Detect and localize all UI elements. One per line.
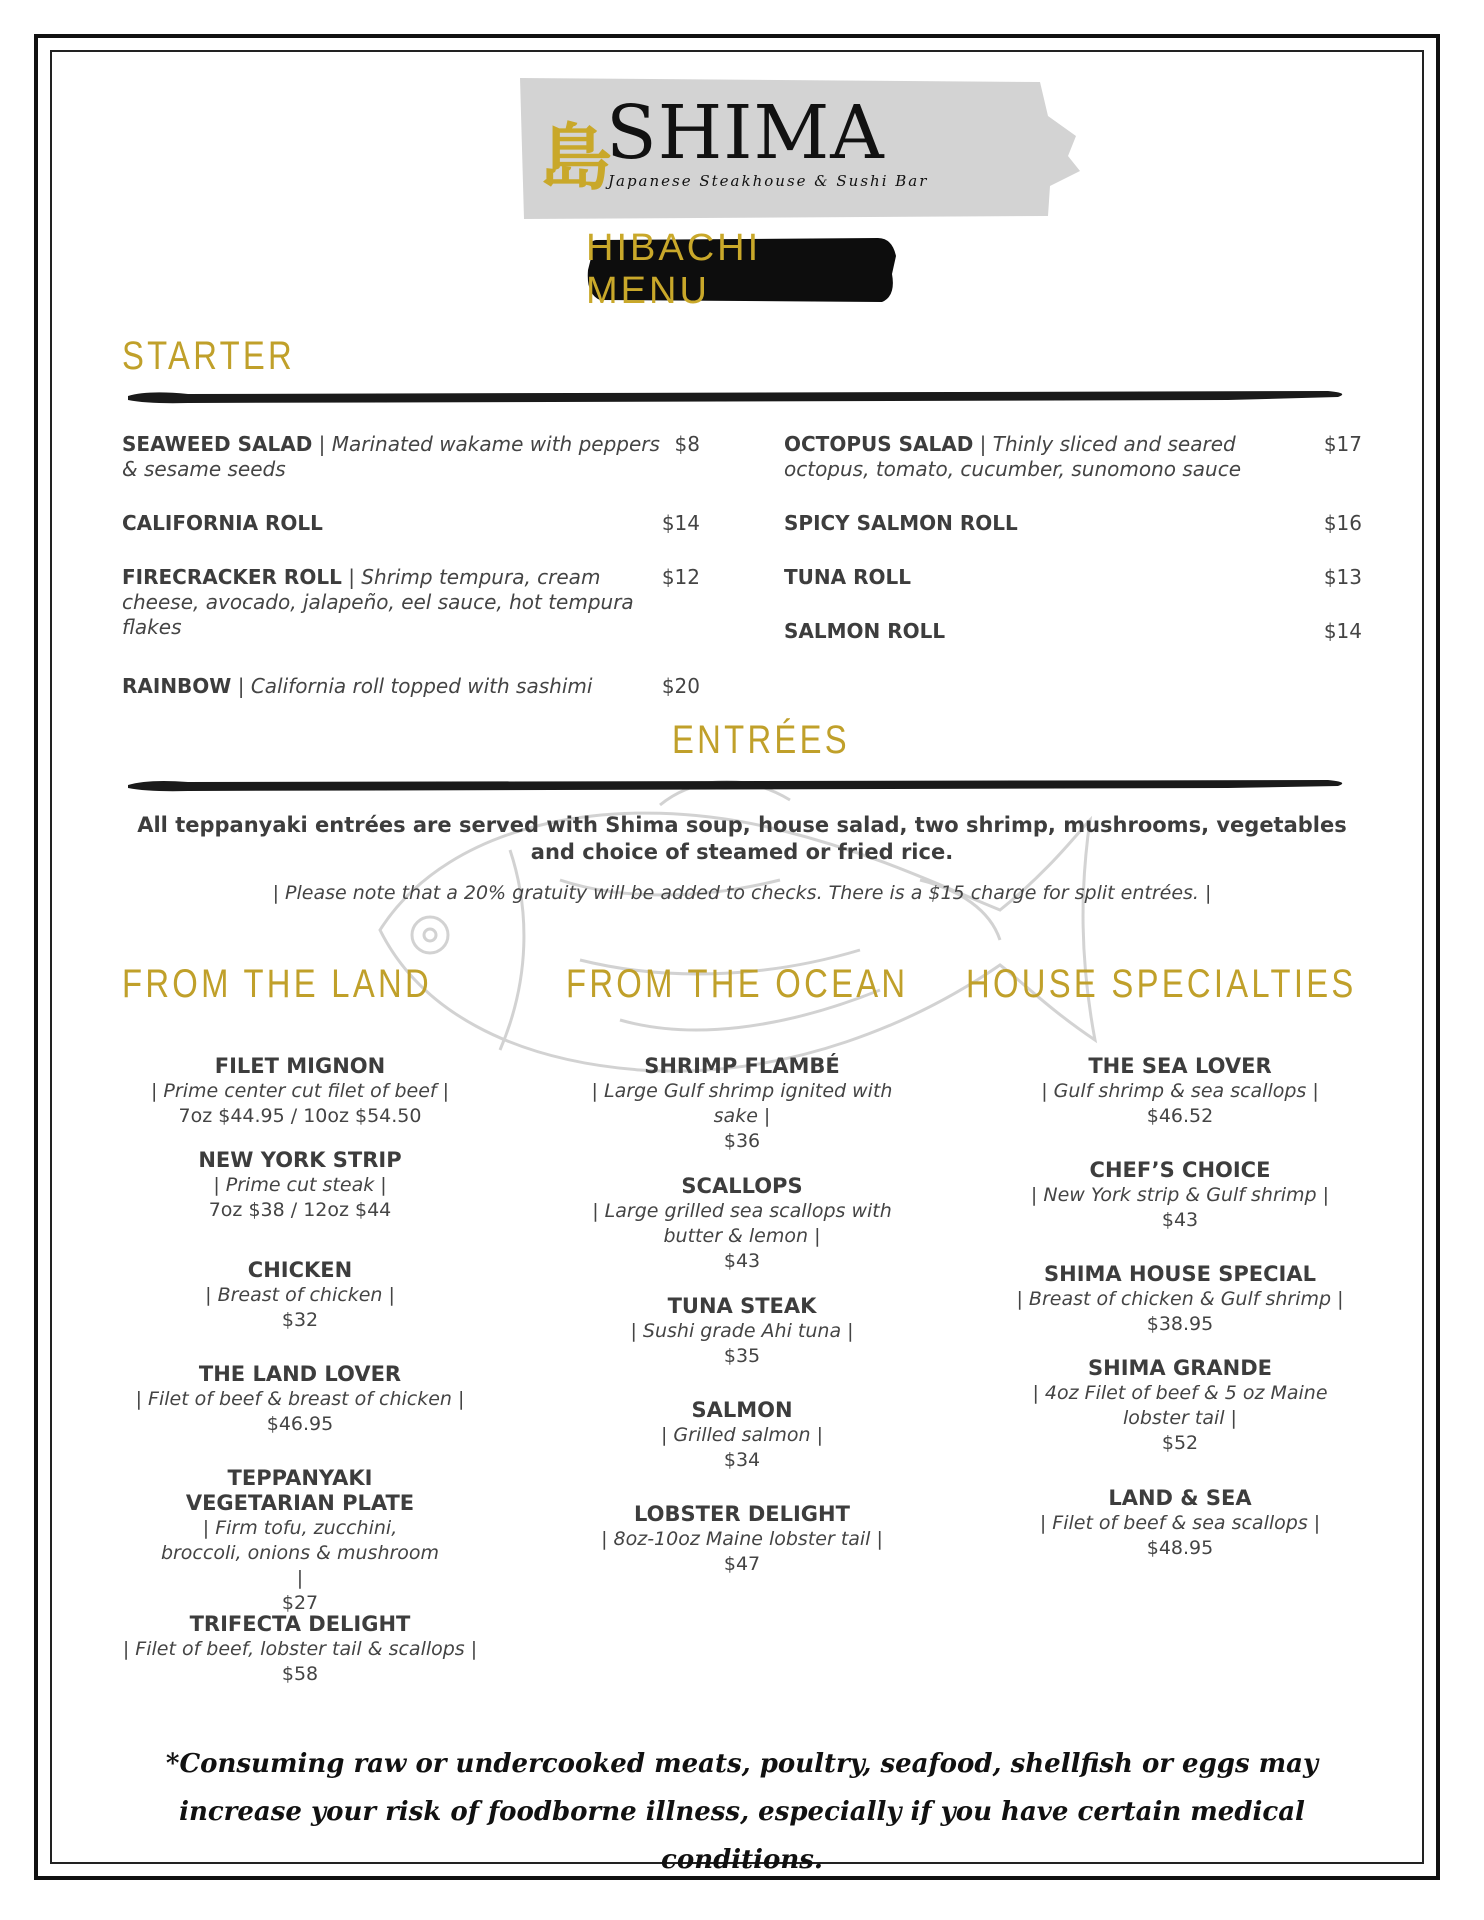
health-disclaimer: *Consuming raw or undercooked meats, poultry, seafood, shellfish or eggs may increase your risk of foodborne illness, especially if you have certain medical conditions.: [165, 1749, 1319, 1875]
price: $8: [674, 432, 700, 456]
land-item: FILET MIGNON | Prime center cut filet of beef | 7oz $44.95 / 10oz $54.50: [150, 1054, 450, 1127]
ocean-item: LOBSTER DELIGHT | 8oz-10oz Maine lobster tail | $47: [601, 1502, 883, 1575]
land-item: NEW YORK STRIP | Prime cut steak | 7oz $38 / 12oz $44: [198, 1148, 402, 1221]
entrees-brush-divider: [128, 776, 1350, 794]
price: $16: [1323, 511, 1362, 535]
entrees-note: All teppanyaki entrées are served with Shima soup, house salad, two shrimp, mushrooms, vegetables and choice of steamed or fried rice.: [137, 813, 1347, 864]
house-item: CHEF’S CHOICE | New York strip & Gulf shrimp | $43: [1030, 1158, 1330, 1231]
list-item: OCTOPUS SALAD | Thinly sliced and seared octopus, tomato, cucumber, sunomono sauce: [784, 432, 1242, 481]
land-item: THE LAND LOVER | Filet of beef & breast of chicken | $46.95: [135, 1362, 465, 1435]
price: $17: [1323, 432, 1362, 456]
list-item: SEAWEED SALAD | Marinated wakame with peppers & sesame seeds: [122, 432, 660, 481]
land-item: TRIFECTA DELIGHT | Filet of beef, lobster tail & scallops | $58: [122, 1612, 478, 1685]
logo-name: SHIMA: [606, 90, 885, 176]
list-item: SALMON ROLL: [784, 619, 946, 643]
land-item: CHICKEN | Breast of chicken | $32: [205, 1258, 395, 1331]
price: $14: [1323, 619, 1362, 643]
house-item: SHIMA GRANDE | 4oz Filet of beef & 5 oz Maine lobster tail | $52: [1032, 1356, 1328, 1454]
ocean-item: SALMON | Grilled salmon | $34: [660, 1398, 824, 1471]
land-title: FROM THE LAND: [122, 962, 432, 1006]
price: $13: [1323, 565, 1362, 589]
house-item: LAND & SEA | Filet of beef & sea scallops | $48.95: [1039, 1486, 1321, 1559]
gratuity-note: | Please note that a 20% gratuity will be added to checks. There is a $15 charge for split entrées. |: [272, 882, 1212, 904]
list-item: RAINBOW | California roll topped with sashimi: [122, 674, 593, 698]
starter-brush-divider: [128, 388, 1350, 406]
list-item: TUNA ROLL: [784, 565, 911, 589]
price: $12: [661, 565, 700, 589]
house-item: THE SEA LOVER | Gulf shrimp & sea scallops | $46.52: [1041, 1054, 1319, 1127]
list-item: SPICY SALMON ROLL: [784, 511, 1018, 535]
house-item: SHIMA HOUSE SPECIAL | Breast of chicken & Gulf shrimp | $38.95: [1016, 1262, 1344, 1335]
ocean-item: TUNA STEAK | Sushi grade Ahi tuna | $35: [630, 1294, 854, 1367]
menu-title: HIBACHI MENU: [586, 227, 762, 312]
list-item: CALIFORNIA ROLL: [122, 511, 323, 535]
ocean-item: SHRIMP FLAMBÉ | Large Gulf shrimp ignited with sake | $36: [591, 1054, 893, 1152]
list-item: FIRECRACKER ROLL | Shrimp tempura, cream cheese, avocado, jalapeño, eel sauce, hot tempura flakes: [122, 565, 634, 639]
price: $20: [661, 674, 700, 698]
ocean-item: SCALLOPS | Large grilled sea scallops with butter & lemon | $43: [592, 1174, 892, 1272]
entrees-title: ENTRÉES: [672, 718, 850, 762]
logo-tagline: Japanese Steakhouse & Sushi Bar: [608, 172, 929, 190]
ocean-title: FROM THE OCEAN: [566, 962, 909, 1006]
starter-title: STARTER: [122, 334, 296, 378]
price: $14: [661, 511, 700, 535]
house-title: HOUSE SPECIALTIES: [966, 962, 1357, 1006]
logo-kanji: 島: [540, 115, 613, 200]
land-item: TEPPANYAKI VEGETARIAN PLATE | Firm tofu, zucchini, broccoli, onions & mushroom | $27: [160, 1466, 440, 1614]
